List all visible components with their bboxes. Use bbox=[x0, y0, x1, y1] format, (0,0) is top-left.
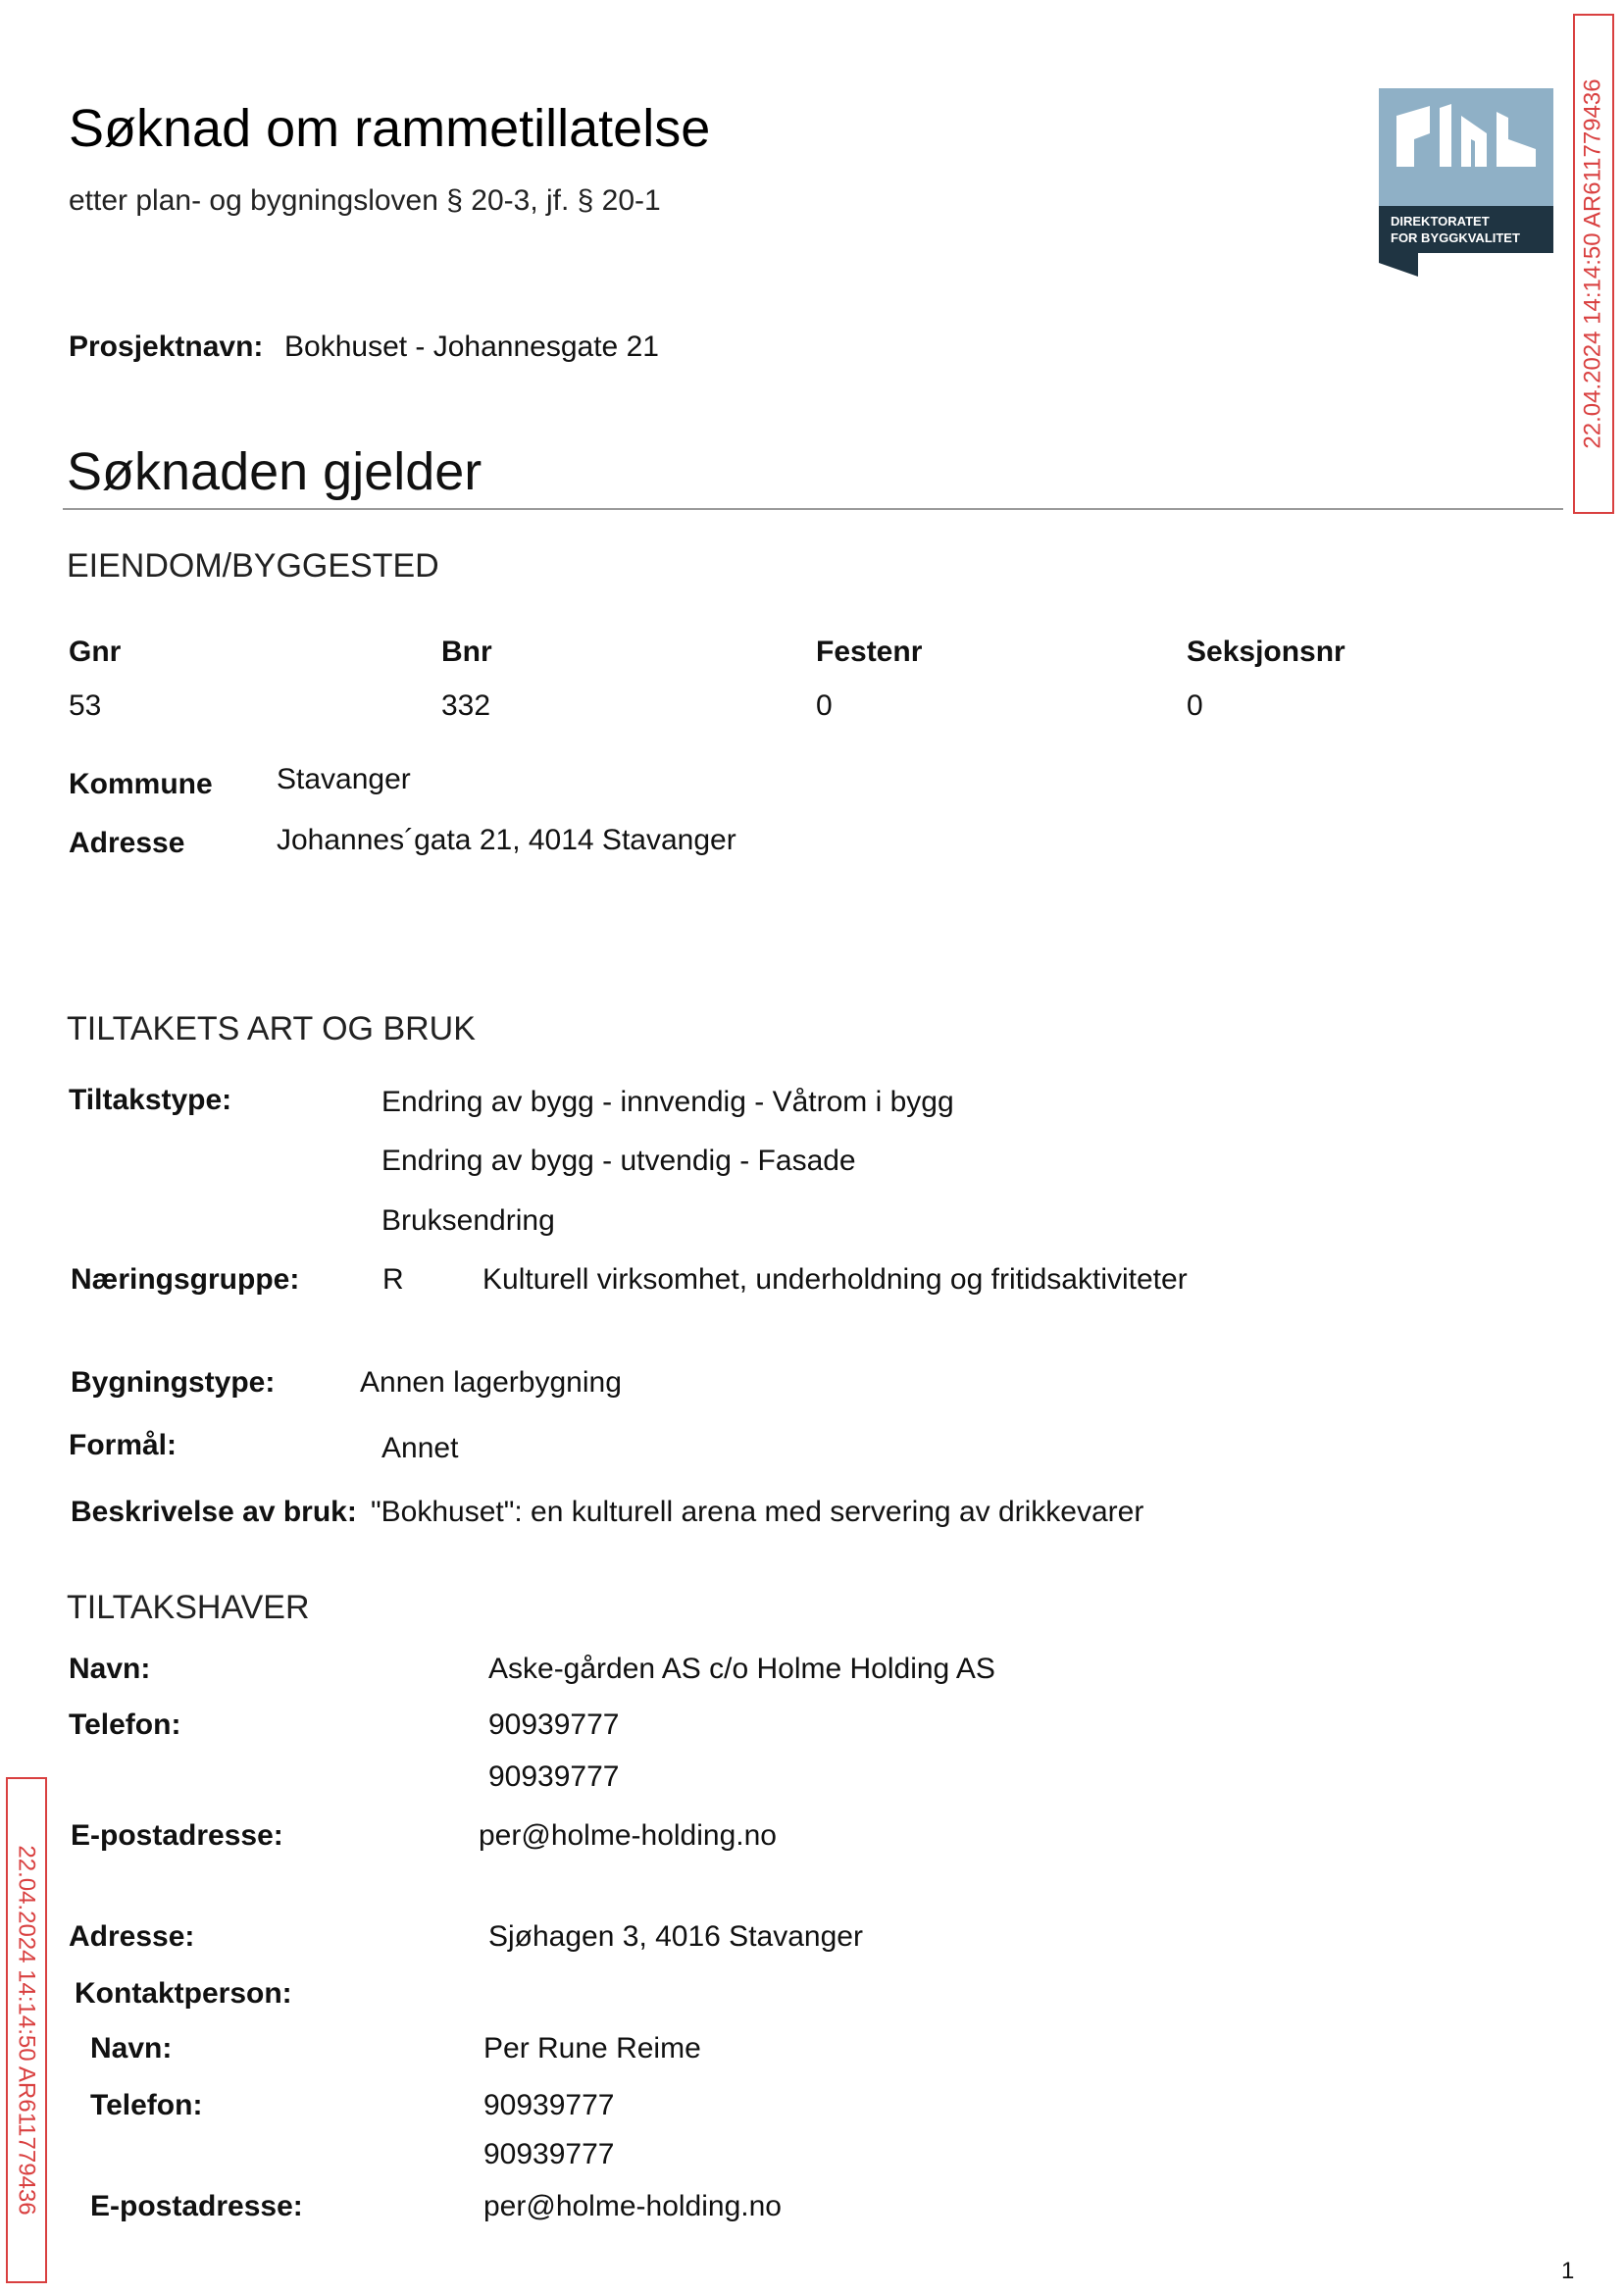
bnr-label: Bnr bbox=[441, 636, 492, 668]
logo-text-line1: DIREKTORATET bbox=[1391, 214, 1490, 229]
bygningstype-label: Bygningstype: bbox=[71, 1366, 276, 1399]
gnr-value: 53 bbox=[69, 689, 102, 722]
applicant-adresse-label: Adresse: bbox=[69, 1920, 195, 1953]
gnr-label: Gnr bbox=[69, 636, 122, 668]
receipt-stamp-right bbox=[1573, 14, 1614, 514]
applicant-adresse-value: Sjøhagen 3, 4016 Stavanger bbox=[488, 1920, 863, 1953]
applicant-telefon-label: Telefon: bbox=[69, 1708, 181, 1741]
stamp-text: 22.04.2024 14:14:50 AR611779436 bbox=[14, 1845, 40, 2216]
tiltakstype-label: Tiltakstype: bbox=[69, 1084, 232, 1116]
kontakt-telefon-label: Telefon: bbox=[90, 2089, 203, 2121]
bygningstype-value: Annen lagerbygning bbox=[360, 1366, 622, 1399]
naeringsgruppe-code: R bbox=[382, 1263, 404, 1296]
dibk-logo bbox=[1379, 88, 1553, 277]
kontakt-telefon-value: 90939777 bbox=[483, 2138, 615, 2170]
property-section-title: EIENDOM/BYGGESTED bbox=[67, 547, 439, 585]
naeringsgruppe-label: Næringsgruppe: bbox=[71, 1263, 300, 1296]
logo-text-line2: FOR BYGGKVALITET bbox=[1391, 230, 1520, 245]
applicant-telefon-value: 90939777 bbox=[488, 1708, 620, 1741]
kontakt-navn-value: Per Rune Reime bbox=[483, 2032, 701, 2065]
formal-label: Formål: bbox=[69, 1429, 178, 1461]
kommune-label: Kommune bbox=[69, 768, 213, 800]
naeringsgruppe-value: Kulturell virksomhet, underholdning og fritidsaktiviteter bbox=[482, 1263, 1188, 1296]
applies-heading: Søknaden gjelder bbox=[67, 442, 482, 501]
building-logo-icon bbox=[1379, 88, 1553, 277]
kontakt-epost-value: per@holme-holding.no bbox=[483, 2190, 782, 2222]
festenr-value: 0 bbox=[816, 689, 833, 722]
kontakt-epost-label: E-postadresse: bbox=[90, 2190, 303, 2222]
measure-section-title: TILTAKETS ART OG BRUK bbox=[67, 1010, 476, 1047]
kontakt-telefon-value: 90939777 bbox=[483, 2089, 615, 2121]
tiltakstype-item: Endring av bygg - innvendig - Våtrom i bygg bbox=[381, 1086, 954, 1118]
formal-value: Annet bbox=[381, 1432, 459, 1464]
seksjonsnr-label: Seksjonsnr bbox=[1187, 636, 1345, 668]
project-name-label: Prosjektnavn: bbox=[69, 331, 264, 363]
kontaktperson-label: Kontaktperson: bbox=[75, 1977, 292, 2010]
applicant-telefon-value: 90939777 bbox=[488, 1760, 620, 1793]
tiltakstype-item: Endring av bygg - utvendig - Fasade bbox=[381, 1145, 856, 1177]
seksjonsnr-value: 0 bbox=[1187, 689, 1203, 722]
adresse-value: Johannes´gata 21, 4014 Stavanger bbox=[277, 824, 736, 856]
stamp-text: 22.04.2024 14:14:50 AR611779436 bbox=[1580, 78, 1606, 449]
applicant-epost-label: E-postadresse: bbox=[71, 1819, 283, 1852]
page-subtitle: etter plan- og bygningsloven § 20-3, jf. § 20-1 bbox=[69, 184, 661, 217]
festenr-label: Festenr bbox=[816, 636, 923, 668]
receipt-stamp-left bbox=[6, 1777, 47, 2283]
kontakt-navn-label: Navn: bbox=[90, 2032, 173, 2065]
bnr-value: 332 bbox=[441, 689, 491, 722]
applicant-navn-value: Aske-gården AS c/o Holme Holding AS bbox=[488, 1653, 995, 1685]
project-name-value: Bokhuset - Johannesgate 21 bbox=[284, 331, 659, 363]
applicant-section-title: TILTAKSHAVER bbox=[67, 1589, 310, 1626]
adresse-label: Adresse bbox=[69, 827, 185, 859]
heading-divider bbox=[63, 508, 1563, 510]
applicant-epost-value: per@holme-holding.no bbox=[479, 1819, 777, 1852]
beskrivelse-label: Beskrivelse av bruk: bbox=[71, 1496, 357, 1528]
applicant-navn-label: Navn: bbox=[69, 1653, 151, 1685]
beskrivelse-value: "Bokhuset": en kulturell arena med servering av drikkevarer bbox=[371, 1496, 1144, 1528]
tiltakstype-item: Bruksendring bbox=[381, 1204, 555, 1237]
page-number: 1 bbox=[1561, 2258, 1575, 2284]
kommune-value: Stavanger bbox=[277, 763, 411, 795]
page-title: Søknad om rammetillatelse bbox=[69, 99, 711, 158]
